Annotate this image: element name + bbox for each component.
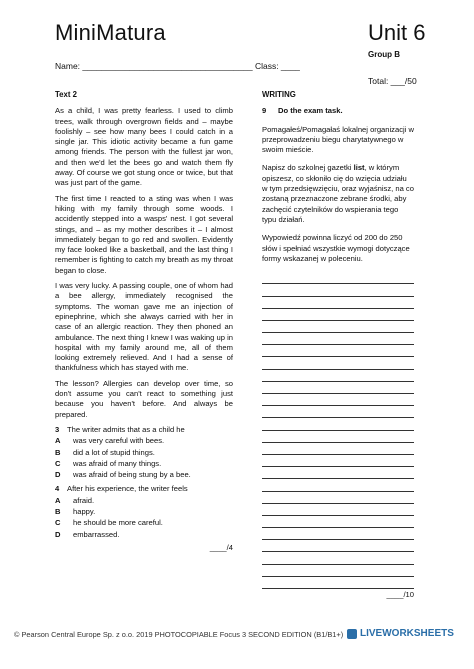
writing-answer-lines[interactable] — [262, 272, 414, 589]
answer-option[interactable]: D was afraid of being stung by a bee. — [55, 470, 191, 480]
writing-line[interactable] — [262, 309, 414, 321]
writing-section-title: WRITING — [262, 90, 296, 99]
question-4 — [55, 484, 233, 539]
writing-task-description: Napisz do szkolnej gazetki list, w którym opiszesz, co skłoniło cię do wzięcia udziału w tym przedsięwzięciu, oraz wyjaśnisz, na co zostaną przeznaczone zebrane środki, aby zachęcić czytelników do wspierania tego typu działań. — [262, 163, 414, 224]
task-instruction: Do the exam task. — [278, 106, 343, 116]
reading-paragraph-2: The first time I reacted to a sting was when I was hiking with my family through some woods. I accidently stepped into a wasps' nest. I got several stings, and – as my mother describes it – I almost immediately began to go red and swollen. Evidently my face looked like a basketball, and the last thing I remember is fighting to catch my breath as my throat began to close. — [55, 193, 233, 275]
writing-line[interactable] — [262, 552, 414, 564]
writing-line[interactable] — [262, 467, 414, 479]
writing-line[interactable] — [262, 345, 414, 357]
writing-score: ____/10 — [386, 590, 414, 600]
writing-line[interactable] — [262, 382, 414, 394]
writing-line[interactable] — [262, 492, 414, 504]
name-class-line: Name: ____________________________________ Class: ____ — [55, 61, 300, 71]
writing-requirements: Wypowiedź powinna liczyć od 200 do 250 słów i spełniać wszystkie wymogi dotyczące formy wskazanej w poleceniu. — [262, 233, 410, 263]
task-number: 9 — [262, 106, 267, 116]
question-3 — [55, 425, 233, 480]
question-number: 3 — [55, 424, 60, 434]
liveworksheets-watermark: LIVEWORKSHEETS — [347, 628, 454, 639]
copyright-footer: © Pearson Central Europe Sp. z o.o. 2019 PHOTOCOPIABLE Focus 3 SECOND EDITION (B1/B1+) — [14, 630, 344, 639]
writing-line[interactable] — [262, 297, 414, 309]
liveworksheets-logo-icon — [347, 629, 357, 639]
writing-line[interactable] — [262, 540, 414, 552]
writing-line[interactable] — [262, 443, 414, 455]
writing-line[interactable] — [262, 577, 414, 589]
writing-line[interactable] — [262, 418, 414, 430]
writing-line[interactable] — [262, 565, 414, 577]
task-format-keyword: list — [353, 163, 365, 173]
text-section-title: Text 2 — [55, 90, 77, 99]
reading-score: ____/4 — [209, 542, 233, 552]
writing-line[interactable] — [262, 431, 414, 443]
writing-line[interactable] — [262, 479, 414, 491]
question-number: 4 — [55, 484, 60, 494]
reading-paragraph-4: The lesson? Allergies can develop over time, so don't assume you can't react to something just because you haven't before. And always be prepared. — [55, 378, 233, 419]
writing-line[interactable] — [262, 284, 414, 296]
writing-line[interactable] — [262, 333, 414, 345]
writing-column — [262, 90, 414, 600]
writing-line[interactable] — [262, 357, 414, 369]
writing-line[interactable] — [262, 394, 414, 406]
answer-option[interactable]: D embarrassed. — [55, 529, 120, 539]
reading-paragraph-3: I was very lucky. A passing couple, one of whom had a bee allergy, immediately recognised the symptoms. The woman gave me an injection of epinephrine, which she always carried with her in case of an allergic reaction. They then phoned an ambulance. The next thing I knew I was waking up in hospital with my family around me, all of them looking extremely relieved. And I had a sense of thankfulness which has stayed with me. — [55, 281, 233, 373]
group-label: Group B — [368, 50, 400, 59]
writing-line[interactable] — [262, 272, 414, 284]
writing-line[interactable] — [262, 321, 414, 333]
reading-column — [55, 90, 233, 553]
answer-option[interactable]: C was afraid of many things. — [55, 458, 162, 468]
answer-option[interactable]: B happy. — [55, 506, 96, 516]
reading-paragraph-1: As a child, I was pretty fearless. I used to climb trees, walk through overgrown fields and – maybe foolishly – see how many bees I could catch in a single jar. This idiotic activity became a fun game among friends. The person with the fullest jar won, and then we'd let the bees go and watch them fly away. Of course we got stung once or twice, but that was just part of the game. — [55, 106, 233, 188]
answer-option[interactable]: A was very careful with bees. — [55, 436, 165, 446]
total-score: Total: ___/50 — [368, 76, 417, 86]
writing-line[interactable] — [262, 504, 414, 516]
answer-option[interactable]: C he should be more careful. — [55, 518, 163, 528]
question-text: After his experience, the writer feels — [67, 484, 188, 494]
answer-option[interactable]: A afraid. — [55, 495, 95, 505]
worksheet-title: MiniMatura — [55, 20, 166, 45]
writing-line[interactable] — [262, 406, 414, 418]
writing-line[interactable] — [262, 528, 414, 540]
writing-line[interactable] — [262, 455, 414, 467]
writing-line[interactable] — [262, 516, 414, 528]
writing-context: Pomagałeś/Pomagałaś lokalnej organizacji w przeprowadzeniu biegu charytatywnego w swoim mieście. — [262, 124, 414, 155]
unit-label: Unit 6 — [368, 20, 426, 45]
writing-line[interactable] — [262, 370, 414, 382]
answer-option[interactable]: B did a lot of stupid things. — [55, 447, 155, 457]
question-text: The writer admits that as a child he — [67, 424, 185, 434]
